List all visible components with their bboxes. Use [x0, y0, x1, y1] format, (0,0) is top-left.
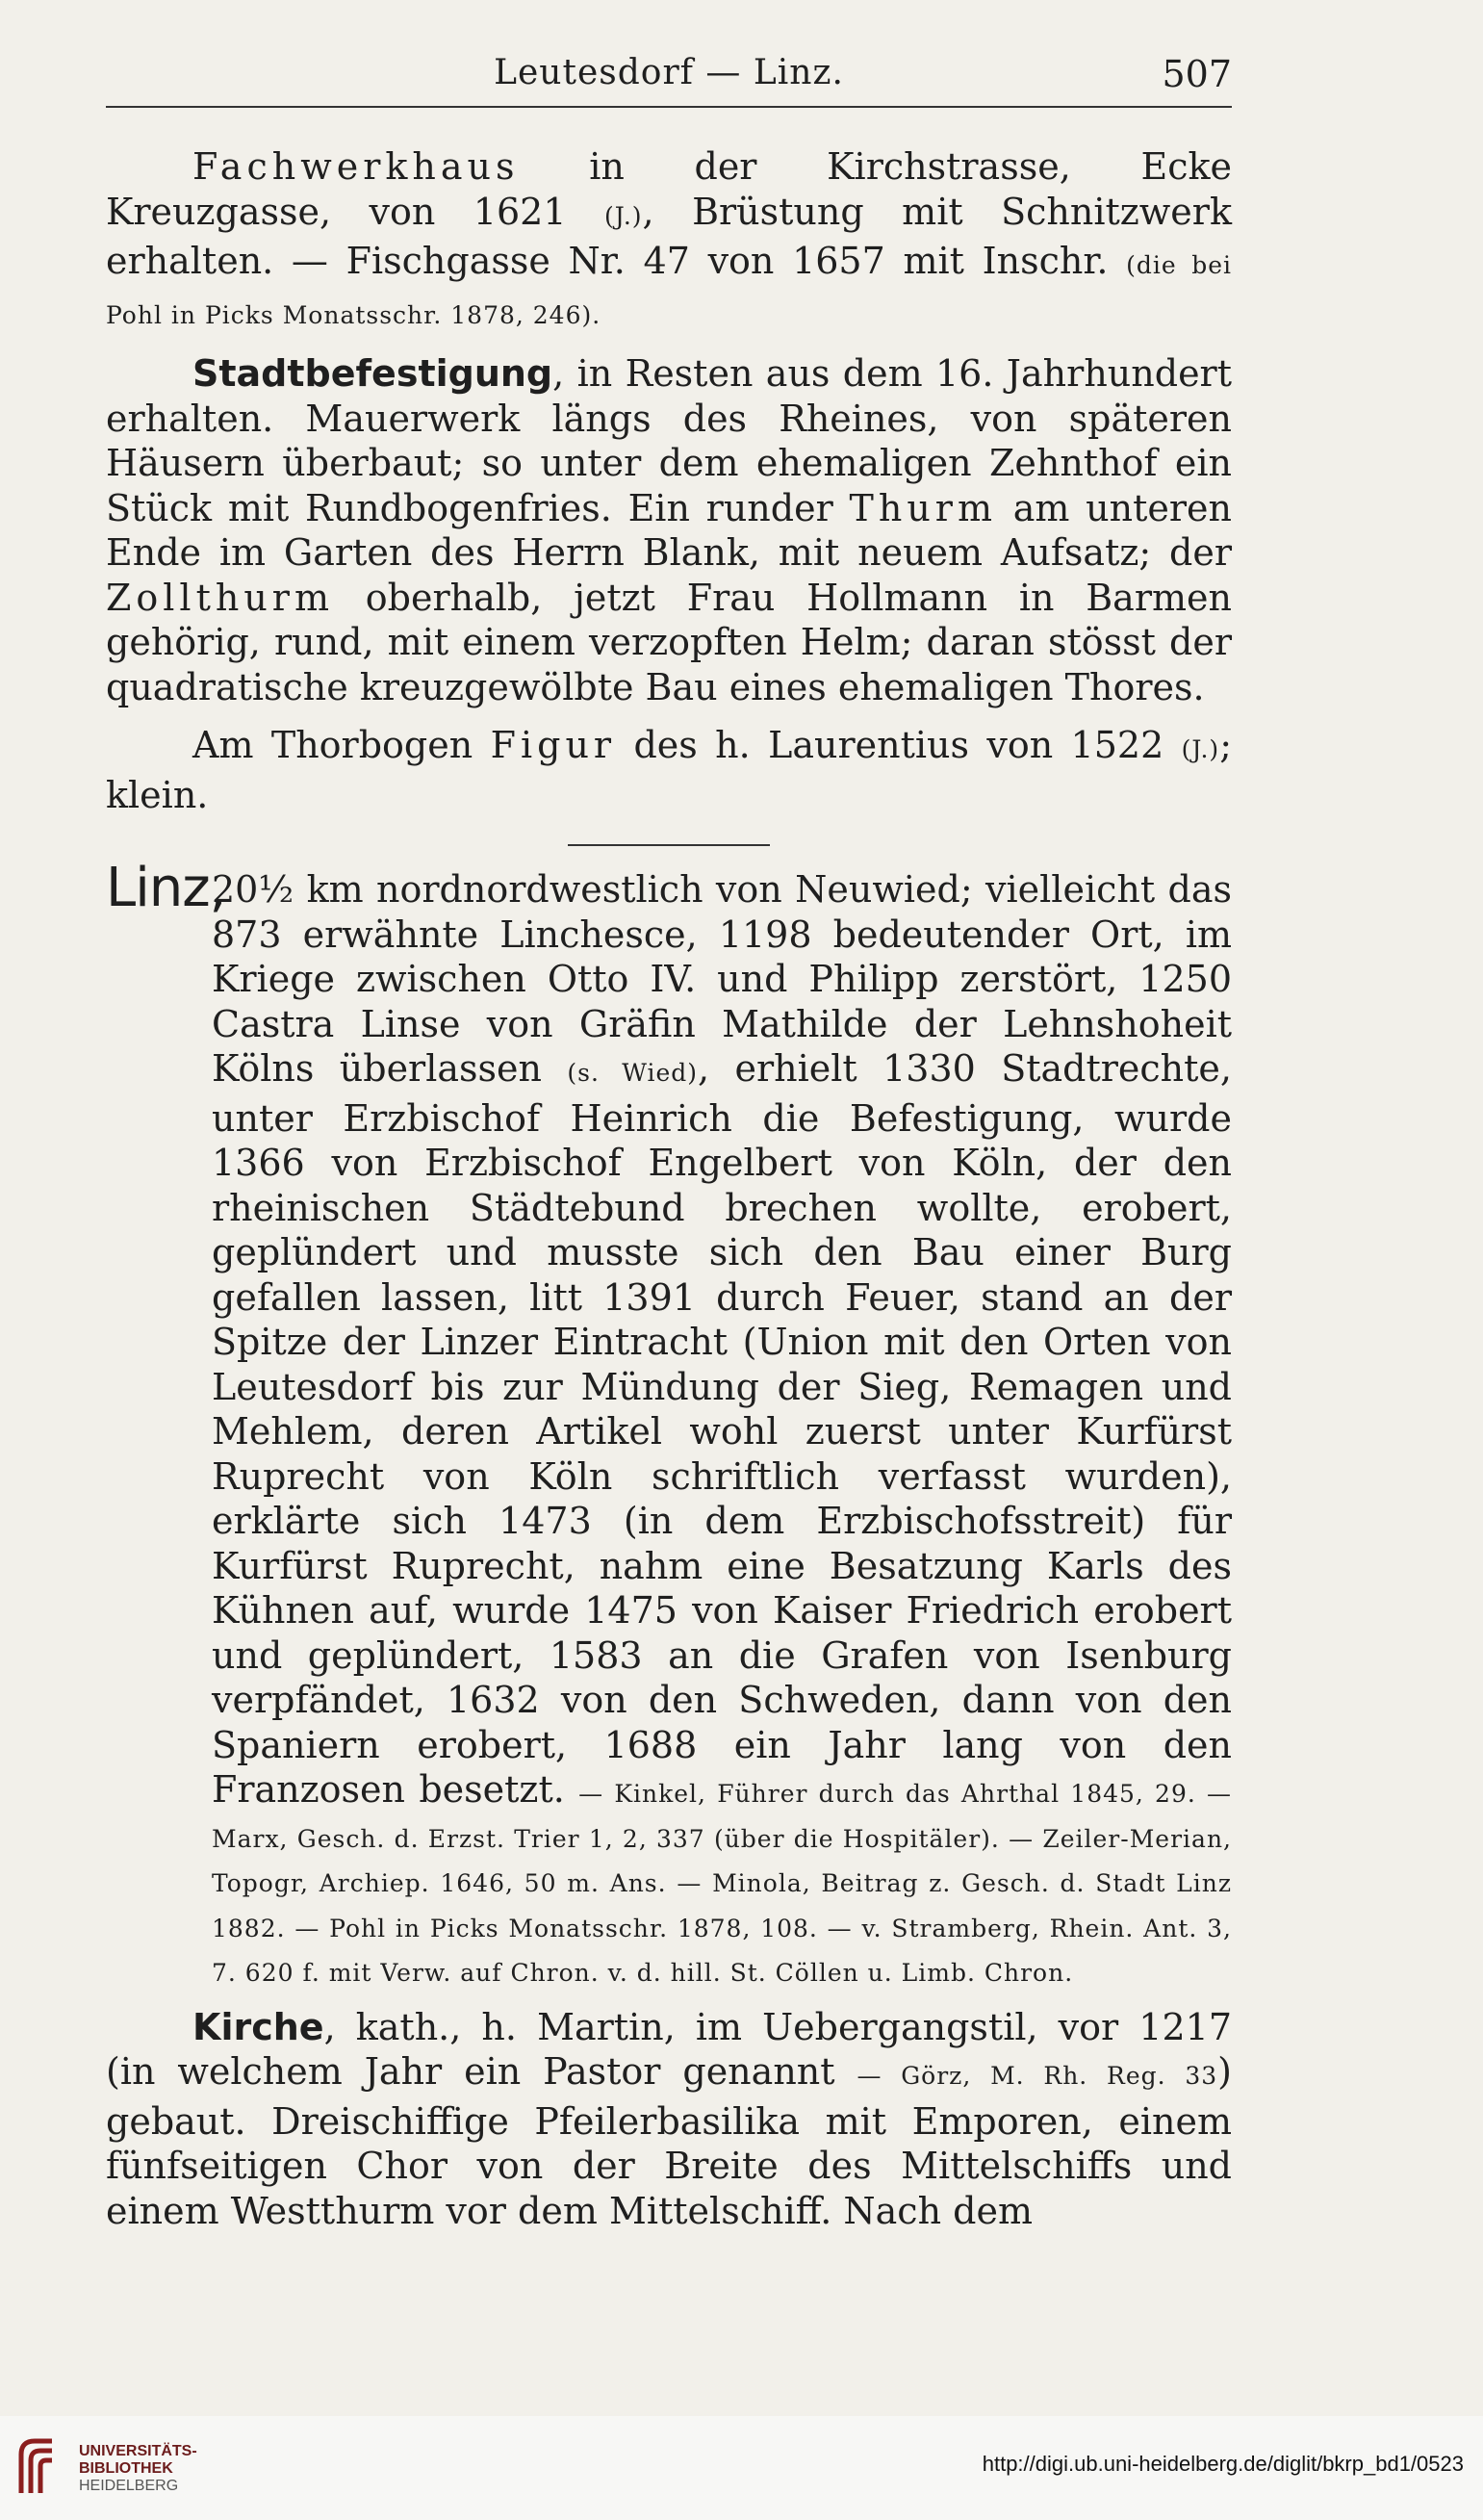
source-ref: (s. Wied) [567, 1059, 699, 1087]
source-ref: (die bei Pohl in Picks Monatsschr. 1878, 246). [106, 251, 1232, 329]
headword-linz: Linz, [106, 857, 226, 919]
text-span: , in Resten aus dem 16. Jahrhundert erhalten. Mauerwerk längs des Rheines, von späteren Häusern überbaut; so unter dem ehemaligen Zehnthof ein Stück mit Rundbogenfries. Ein runder [106, 352, 1232, 529]
term-fachwerkhaus: Fachwerkhaus [192, 145, 520, 188]
text-span: des h. Laurentius von 1522 [616, 724, 1182, 766]
section-separator [568, 844, 770, 846]
text-span: ; klein. [106, 724, 1232, 816]
source-ref: (J.) [1181, 735, 1220, 763]
paragraph-thorbogen [106, 723, 1232, 817]
text-span: ) gebaut. Dreischiffige Pfeilerbasilika mit Emporen, einem fünfseitigen Chor von der Breite des Mittelschiffs und einem Westthurm vor dem Mittelschiff. Nach dem [106, 2050, 1232, 2232]
text-span: , kath., h. Martin, im Uebergangstil, vor 1217 (in welchem Jahr ein Pastor genannt [106, 2005, 1232, 2093]
text-span: oberhalb, jetzt Frau Hollmann in Barmen gehörig, rund, mit einem verzopften Helm; daran stösst der quadratische kreuzgewölbte Bau eines ehemaligen Thores. [106, 576, 1232, 708]
source-url-link[interactable]: http://digi.ub.uni-heidelberg.de/diglit/bkrp_bd1/0523 [982, 2452, 1464, 2476]
term-figur: Figur [490, 724, 617, 766]
university-library-logo-icon [13, 2433, 60, 2501]
library-name [79, 2443, 197, 2495]
bibliography-note: — Kinkel, Führer durch das Ahrthal 1845, 29. — Marx, Gesch. d. Erzst. Trier 1, 2, 337 (über die Hospitäler). — Zeiler-Merian, Topogr, Archiep. 1646, 50 m. Ans. — Minola, Beitrag z. Gesch. d. Stadt Linz 1882. — Pohl in Picks Monatsschr. 1878, 108. — v. Stramberg, Rhein. Ant. 3, 7. 620 f. mit Verw. auf Chron. v. d. hill. St. Cöllen u. Limb. Chron. [212, 1780, 1233, 1987]
text-span: in der Kirchstrasse, Ecke Kreuzgasse, von 1621 [106, 145, 1232, 233]
library-name-line: BIBLIOTHEK [79, 2460, 173, 2477]
library-name-line: HEIDELBERG [79, 2478, 179, 2494]
text-span: Am Thorbogen [192, 724, 491, 766]
source-ref: (J.) [604, 201, 643, 230]
text-span: 20½ km nordnordwestlich von Neuwied; vielleicht das 873 erwähnte Linchesce, 1198 bedeutender Ort, im Kriege zwischen Otto IV. und Philipp zerstört, 1250 Castra Linse von Gräfin Mathilde der Lehnshoheit Kölns überlassen [212, 868, 1232, 1090]
running-title: Leutesdorf — Linz. [494, 53, 844, 92]
header-rule [106, 106, 1232, 108]
page-body [106, 144, 1232, 2233]
source-ref: — Görz, M. Rh. Reg. 33 [857, 2062, 1218, 2090]
text-span: , erhielt 1330 Stadtrechte, unter Erzbischof Heinrich die Befestigung, wurde 1366 von Erzbischof Engelbert von Köln, der den rheinischen Städtebund brechen wollte, erobert, geplündert und musste sich den Bau einer Burg gefallen lassen, litt 1391 durch Feuer, stand an der Spitze der Linzer Eintracht (Union mit den Orten von Leutesdorf bis zur Mündung der Sieg, Remagen und Mehlem, deren Artikel wohl zuerst unter Kurfürst Ruprecht von Köln schriftlich verfasst wurden), erklärte sich 1473 (in dem Erzbischofsstreit) für Kurfürst Ruprecht, nahm eine Besatzung Karls des Kühnen auf, wurde 1475 von Kaiser Friedrich erobert und geplündert, 1583 an die Grafen von Isenburg verpfändet, 1632 von den Schweden, dann von den Spaniern erobert, 1688 ein Jahr lang von den Franzosen besetzt. [212, 1047, 1232, 1811]
text-span: , Brüstung mit Schnitzwerk erhalten. — Fischgasse Nr. 47 von 1657 mit Inschr. [106, 190, 1232, 282]
paragraph-stadtbefestigung [106, 351, 1232, 709]
entry-linz [106, 857, 1233, 1992]
paragraph-fachwerkhaus [106, 144, 1232, 338]
page-header [106, 53, 1232, 101]
library-name-line: UNIVERSITÄTS- [79, 2443, 197, 2459]
term-thurm: Thurm [849, 486, 997, 529]
heading-kirche: Kirche [192, 2005, 324, 2048]
page-number: 507 [1162, 53, 1232, 95]
text-span: am unteren Ende im Garten des Herrn Blank, mit neuem Aufsatz; der [106, 486, 1232, 574]
heading-stadtbefestigung: Stadtbefestigung [192, 352, 553, 395]
paragraph-kirche [106, 2005, 1232, 2234]
term-zollthurm: Zollthurm [106, 576, 335, 619]
